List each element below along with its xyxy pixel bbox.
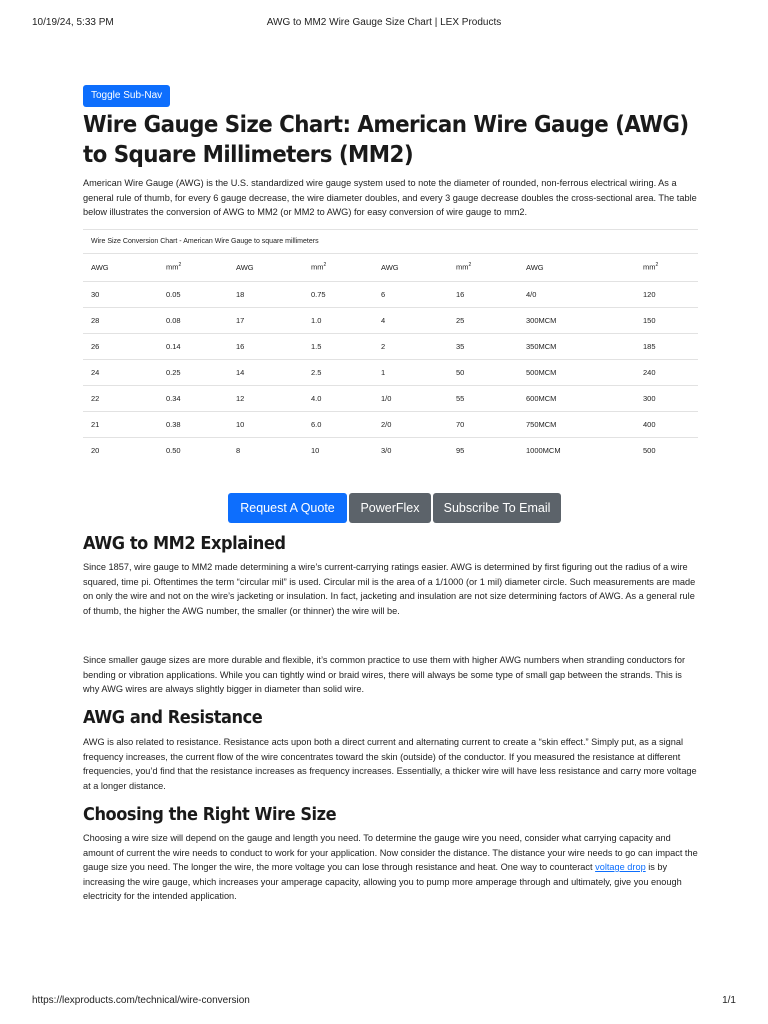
- cell-mm2: 0.34: [158, 385, 228, 411]
- cell-awg: 17: [228, 307, 303, 333]
- cell-awg: 2/0: [373, 411, 448, 437]
- cell-awg: 16: [228, 333, 303, 359]
- cell-awg: 8: [236, 445, 241, 455]
- cell-awg: 21: [83, 411, 158, 437]
- header-awg: AWG: [373, 254, 448, 282]
- choosing-paragraph: Choosing a wire size will depend on the gauge and length you need. To determine the gauge wire you need, consider what carrying capacity and amount of current the wire needs to conduct to work for your application. Now consider the distance. The distance your wire needs to go can impact the gauge size you need. The longer the wire, the more voltage you can lose through resistance and heat. One way to counteract voltage drop is by increasing the wire gauge, which increases your amperage capacity, allowing you to pump more amperage through and ultimately, give you enough electricity for the intended application.: [83, 833, 698, 901]
- table-row: [83, 307, 698, 333]
- cell-mm2: 2.5: [303, 359, 373, 385]
- conversion-table-container: [83, 229, 698, 463]
- table-row: [83, 281, 698, 307]
- section-title-choosing: Choosing the Right Wire Size: [83, 804, 337, 825]
- cell-awg: 12: [228, 385, 303, 411]
- header-mm2: $mm^2$: [448, 254, 518, 282]
- table-row: [83, 437, 698, 463]
- cell-awg: 350MCM: [518, 333, 635, 359]
- cell-awg: 10: [228, 411, 303, 437]
- toggle-subnav-button[interactable]: Toggle Sub-Nav: [83, 85, 170, 107]
- table-body: [83, 281, 698, 463]
- intro-paragraph: American Wire Gauge (AWG) is the U.S. standardized wire gauge system used to note the diameter of rounded, non-ferrous electrical wiring. As a general rule of thumb, for every 6 gauge decrease, the wire diameter doubles, and every 3 gauge decrease doubles the cross-sectional area. The table below illustrates the conversion of AWG to MM2 (or MM2 to AWG) for easy conversion of wire gauge to mm2.: [83, 178, 697, 217]
- page-title: Wire Gauge Size Chart: American Wire Gauge (AWG) to Square Millimeters (MM2): [83, 112, 689, 168]
- cell-mm2: 55: [448, 385, 518, 411]
- cell-awg: 1/0: [373, 385, 448, 411]
- print-footer: [0, 995, 768, 1009]
- powerflex-button[interactable]: PowerFlex: [349, 493, 431, 523]
- cell-awg: 1: [373, 359, 448, 385]
- table-row: [83, 411, 698, 437]
- cell-awg: 750MCM: [518, 411, 635, 437]
- cell-mm2: 240: [635, 359, 698, 385]
- table-header-row: [83, 254, 698, 282]
- cell-mm2: 400: [635, 411, 698, 437]
- resistance-paragraph: AWG is also related to resistance. Resistance acts upon both a direct current and alternating current to create a “skin effect.” Simply put, as a signal frequency increases, the current flow of the wire concentrates toward the skin (outside) of the conductor. If you measured the resistance at different frequencies, you’d find that the resistance increases as frequency increases. Essentially, a thicker wire will have less resistance and carry more voltage at a longer distance.: [83, 737, 697, 791]
- cell-mm2: 10: [311, 445, 320, 455]
- conversion-table: [83, 254, 698, 463]
- action-buttons: [228, 493, 563, 523]
- cell-awg: 20: [91, 445, 100, 455]
- table-caption: Wire Size Conversion Chart - American Wire Gauge to square millimeters: [83, 230, 698, 254]
- section-title-resistance: AWG and Resistance: [83, 707, 263, 728]
- cell-mm2: 0.25: [158, 359, 228, 385]
- cell-awg: 3/0: [381, 445, 392, 455]
- cell-mm2: 120: [635, 281, 698, 307]
- cell-awg: 28: [83, 307, 158, 333]
- cell-awg: 4/0: [518, 281, 635, 307]
- cell-mm2: 500: [643, 445, 656, 455]
- cell-mm2: 1.0: [303, 307, 373, 333]
- cell-mm2: 16: [448, 281, 518, 307]
- cell-mm2: 185: [635, 333, 698, 359]
- cell-awg: 300MCM: [518, 307, 635, 333]
- cell-awg: 24: [83, 359, 158, 385]
- cell-mm2: 0.75: [303, 281, 373, 307]
- request-quote-button[interactable]: Request A Quote: [228, 493, 347, 523]
- header-awg: AWG: [518, 254, 635, 282]
- cell-awg: 2: [373, 333, 448, 359]
- print-url: https://lexproducts.com/technical/wire-conversion: [32, 995, 250, 1006]
- cell-awg: 4: [373, 307, 448, 333]
- cell-mm2: 4.0: [303, 385, 373, 411]
- cell-mm2: 35: [448, 333, 518, 359]
- main-content: [83, 85, 698, 463]
- cell-awg: 600MCM: [518, 385, 635, 411]
- header-mm2: $mm^2$: [303, 254, 373, 282]
- cell-mm2: 300: [635, 385, 698, 411]
- cell-mm2: 150: [635, 307, 698, 333]
- cell-awg: 500MCM: [518, 359, 635, 385]
- cell-mm2: 50: [448, 359, 518, 385]
- print-datetime: 10/19/24, 5:33 PM: [32, 17, 114, 28]
- table-row: [83, 385, 698, 411]
- voltage-drop-link[interactable]: voltage drop: [595, 862, 646, 872]
- cell-mm2: 0.08: [158, 307, 228, 333]
- cell-awg: 26: [83, 333, 158, 359]
- cell-mm2: 95: [456, 445, 465, 455]
- cell-awg: 1000MCM: [526, 445, 561, 455]
- cell-mm2: 25: [448, 307, 518, 333]
- table-row: [83, 333, 698, 359]
- cell-awg: 18: [228, 281, 303, 307]
- section-title-explained: AWG to MM2 Explained: [83, 533, 286, 554]
- explained-paragraph-2: Since smaller gauge sizes are more durable and flexible, it’s common practice to use them with higher AWG numbers when stranding conductors for bending or vibration applications. While you can tightly wind or braid wires, there will always be some type of small gap between the strands. This is why AWG wires are always slightly bigger in diameter than solid wire.: [83, 655, 686, 694]
- cell-mm2: 6.0: [303, 411, 373, 437]
- print-page-count: 1/1: [722, 995, 736, 1006]
- cell-mm2: 0.38: [158, 411, 228, 437]
- cell-mm2: 70: [448, 411, 518, 437]
- header-mm2: $mm^2$: [158, 254, 228, 282]
- print-header: [0, 17, 768, 31]
- cell-awg: 30: [83, 281, 158, 307]
- cell-awg: 6: [373, 281, 448, 307]
- table-row: [83, 359, 698, 385]
- cell-mm2: 0.50: [166, 445, 181, 455]
- cell-mm2: 1.5: [303, 333, 373, 359]
- header-awg: AWG: [228, 254, 303, 282]
- cell-awg: 14: [228, 359, 303, 385]
- header-awg: AWG: [83, 254, 158, 282]
- cell-awg: 22: [83, 385, 158, 411]
- explained-paragraph-1: Since 1857, wire gauge to MM2 made determining a wire’s current-carrying ratings easier. AWG is determined by first figuring out the radius of a wire squared, time pi. Oftentimes the term “circular mil” is used. Circular mil is the area of a 1/1000 (or 1 mil) diameter circle. Such measurements are made on only the wire and not on the wire’s jacketing or insulation. In fact, jacketing and insulation are not size determining factors of AWG. As a general rule of thumb, the higher the AWG number, the smaller (or thinner) the wire will be.: [83, 562, 696, 616]
- cell-mm2: 0.05: [158, 281, 228, 307]
- subscribe-email-button[interactable]: Subscribe To Email: [433, 493, 561, 523]
- header-mm2: $mm^2$: [635, 254, 698, 282]
- cell-mm2: 0.14: [158, 333, 228, 359]
- print-page-title: AWG to MM2 Wire Gauge Size Chart | LEX Products: [266, 17, 502, 28]
